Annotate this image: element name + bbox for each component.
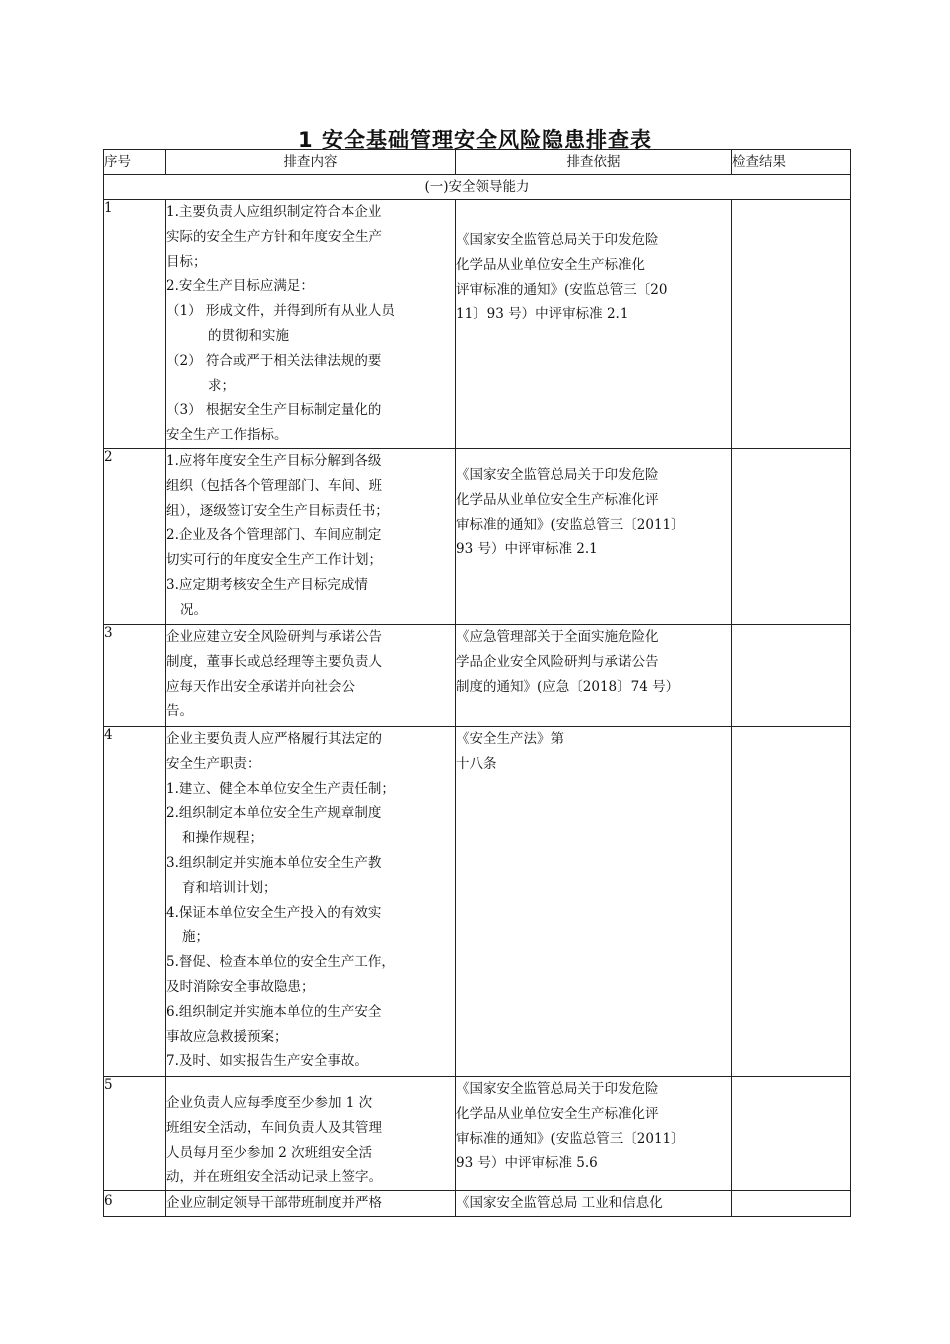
content-line: 求； (208, 377, 235, 394)
content-line: （2） 符合或严于相关法律法规的要 (166, 352, 382, 369)
row-result[interactable] (732, 1191, 851, 1217)
content-line: 施； (182, 929, 209, 946)
row-basis (456, 449, 732, 625)
basis-line: 十八条 (456, 755, 497, 772)
row-number: 4 (104, 727, 166, 1077)
content-line: 及时消除安全事故隐患； (166, 978, 315, 995)
basis-line: 93 号）中评审标准 5.6 (456, 1155, 598, 1172)
content-line: 实际的安全生产方针和年度安全生产 (166, 228, 382, 245)
content-line: 3.应定期考核安全生产目标完成情 (166, 576, 368, 593)
header-result: 检查结果 (732, 150, 851, 175)
page-title: 1 安全基础管理安全风险隐患排查表 (298, 128, 652, 152)
content-line: 和操作规程； (182, 830, 263, 847)
basis-line: 11〕93 号）中评审标准 2.1 (456, 306, 629, 323)
row-content (166, 625, 456, 727)
table-row (104, 449, 851, 625)
content-line: 2.企业及各个管理部门、车间应制定 (166, 527, 382, 544)
content-line: 告。 (166, 703, 193, 720)
content-line: 况。 (180, 601, 207, 618)
basis-line: 化学品从业单位安全生产标准化 (456, 256, 645, 273)
content-line: 6.组织制定并实施本单位的生产安全 (166, 1003, 382, 1020)
header-basis: 排查依据 (456, 150, 732, 175)
basis-line: 化学品从业单位安全生产标准化评 (456, 491, 659, 508)
table-row (104, 200, 851, 449)
content-line: （1） 形成文件，并得到所有从业人员 (166, 303, 395, 320)
row-number: 3 (104, 625, 166, 727)
content-line: 安全生产职责： (166, 755, 261, 772)
content-line: 班组安全活动，车间负责人及其管理 (166, 1119, 382, 1136)
table-row (104, 727, 851, 1077)
basis-line: 《国家安全监管总局 工业和信息化 (456, 1195, 663, 1212)
basis-line: 评审标准的通知》(安监总管三〔20 (456, 281, 668, 298)
basis-line: 93 号）中评审标准 2.1 (456, 541, 598, 558)
row-number: 2 (104, 449, 166, 625)
row-result[interactable] (732, 1077, 851, 1191)
content-line: 5.督促、检查本单位的安全生产工作， (166, 954, 395, 971)
content-line: 企业负责人应每季度至少参加 1 次 (166, 1095, 373, 1111)
basis-line: 《国家安全监管总局关于印发危险 (456, 467, 659, 483)
row-content (166, 200, 456, 449)
content-line: 企业应建立安全风险研判与承诺公告 (166, 629, 382, 645)
section-row (104, 175, 851, 200)
content-line: 1.主要负责人应组织制定符合本企业 (166, 204, 382, 220)
row-content (166, 1077, 456, 1191)
content-line: 安全生产工作指标。 (166, 427, 288, 444)
row-content (166, 1191, 456, 1217)
content-line: 企业应制定领导干部带班制度并严格 (166, 1195, 382, 1212)
content-line: （3） 根据安全生产目标制定量化的 (166, 402, 382, 419)
table-row (104, 1077, 851, 1191)
content-line: 人员每月至少参加 2 次班组安全活 (166, 1144, 373, 1161)
header-content: 排查内容 (166, 150, 456, 175)
section-title: (一)安全领导能力 (104, 175, 851, 200)
content-line: 1.应将年度安全生产目标分解到各级 (166, 453, 382, 469)
content-line: 组织（包括各个管理部门、车间、班 (166, 477, 382, 494)
row-basis (456, 1191, 732, 1217)
row-basis (456, 727, 732, 1077)
content-line: 组），逐级签订安全生产目标责任书； (166, 502, 389, 519)
header-row (104, 150, 851, 175)
content-line: 制度，董事长或总经理等主要负责人 (166, 653, 382, 670)
row-result[interactable] (732, 449, 851, 625)
content-line: 2.组织制定本单位安全生产规章制度 (166, 805, 382, 822)
content-line: 事故应急救援预案； (166, 1028, 288, 1045)
content-line: 目标； (166, 253, 207, 270)
basis-line: 《应急管理部关于全面实施危险化 (456, 629, 659, 645)
row-number: 1 (104, 200, 166, 449)
content-line: 3.组织制定并实施本单位安全生产教 (166, 854, 382, 871)
content-line: 企业主要负责人应严格履行其法定的 (166, 731, 382, 747)
row-result[interactable] (732, 200, 851, 449)
row-content (166, 727, 456, 1077)
content-line: 7.及时、如实报告生产安全事故。 (166, 1053, 368, 1070)
row-content (166, 449, 456, 625)
basis-line: 《国家安全监管总局关于印发危险 (456, 232, 659, 248)
basis-line: 制度的通知》(应急〔2018〕74 号） (456, 678, 680, 695)
table-row (104, 625, 851, 727)
basis-line: 审标准的通知》(安监总管三〔2011〕 (456, 1130, 685, 1147)
row-basis (456, 625, 732, 727)
content-line: 育和培训计划； (182, 879, 277, 896)
content-line: 应每天作出安全承诺并向社会公 (166, 678, 355, 695)
content-line: 1.建立、健全本单位安全生产责任制； (166, 780, 395, 797)
row-basis (456, 1077, 732, 1191)
content-line: 4.保证本单位安全生产投入的有效实 (166, 904, 382, 921)
basis-line: 《国家安全监管总局关于印发危险 (456, 1081, 659, 1097)
basis-line: 化学品从业单位安全生产标准化评 (456, 1105, 659, 1122)
row-result[interactable] (732, 625, 851, 727)
header-num: 序号 (104, 150, 166, 175)
row-result[interactable] (732, 727, 851, 1077)
row-number: 5 (104, 1077, 166, 1191)
basis-line: 《安全生产法》第 (456, 731, 564, 747)
content-line: 2.安全生产目标应满足： (166, 278, 314, 295)
basis-line: 学品企业安全风险研判与承诺公告 (456, 653, 659, 670)
content-line: 的贯彻和实施 (208, 327, 289, 344)
content-line: 切实可行的年度安全生产工作计划； (166, 552, 382, 569)
risk-check-table (103, 149, 851, 1217)
content-line: 动，并在班组安全活动记录上签字。 (166, 1169, 382, 1186)
row-basis (456, 200, 732, 449)
row-number: 6 (104, 1191, 166, 1217)
basis-line: 审标准的通知》(安监总管三〔2011〕 (456, 516, 685, 533)
table-row (104, 1191, 851, 1217)
